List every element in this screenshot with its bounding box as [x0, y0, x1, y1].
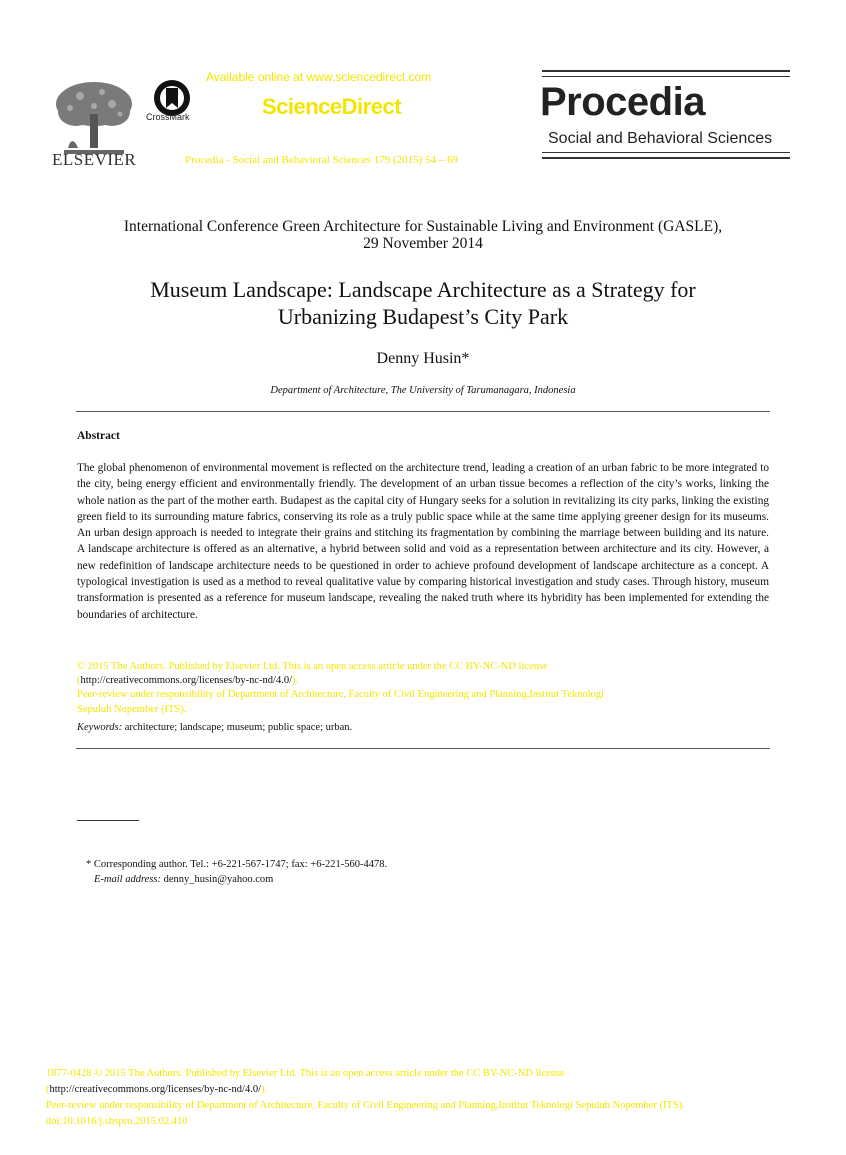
abstract-body: The global phenomenon of environmental movement is reflected on the architecture trend, leading a creation of an urban fabric to be more integrated to the city, being energy efficient and environmentally friendly. The development of an urban tissue becomes a reflection of the city’s works, linking the whole nation as the part of the mother earth. Budapest as the capital city of Hungary seeks for a solution in revitalizing its city parks, linking the existing green field to its surrounding mature fabrics, conserving its role as a truly public space while at the same time applying greener design for its museums. An urban design approach is needed to integrate their grains and stitching its fragmentation by combining the marriage between building and its nature. A landscape architecture is offered as an alternative, a hybrid between solid and void as a representation between architecture and its city. However, a new redefinition of landscape architecture needs to be questioned in order to achieve profound development of landscape architecture as a concept. A typological investigation is used as a method to reveal qualitative value by comparing historical investigation and study cases. Through history, museum transformation is presented as a reference for museum landscape, revealing the naked truth where its hybridity has been implemented for extending the boundaries of architecture. [77, 462, 769, 621]
paper-title [60, 276, 786, 330]
journal-citation: Procedia - Social and Behavioral Sciences 179 (2015) 54 – 69 [185, 154, 459, 166]
bottom-open-paren: ( [46, 1084, 50, 1095]
license-line: © 2015 The Authors. Published by Elsevier Ltd. This is an open access article under the CC BY-NC-ND license [77, 661, 548, 672]
corresponding-author-note: * Corresponding author. Tel.: +6-221-567-1747; fax: +6-221-560-4478. [86, 859, 388, 870]
license-open-paren: ( [77, 675, 81, 687]
conference-line-1: International Conference Green Architecture for Sustainable Living and Environment (GASLE), [123, 218, 723, 235]
abstract-bottom-rule [76, 748, 770, 749]
bottom-url-line [46, 1082, 806, 1098]
bottom-license-url-link[interactable]: http://creativecommons.org/licenses/by-nc-nd/4.0/ [49, 1084, 262, 1095]
bottom-close-paren: ). [261, 1084, 268, 1095]
keywords-line [77, 722, 352, 733]
bottom-peer-review-line: Peer-review under responsibility of Department of Architecture, Faculty of Civil Engineering and Planning,Institut Teknologi Sepuluh Nopember (ITS). [46, 1100, 685, 1111]
license-url-link[interactable]: http://creativecommons.org/licenses/by-nc-nd/4.0/ [80, 675, 293, 687]
issn-license-line: 1877-0428 © 2015 The Authors. Published by Elsevier Ltd. This is an open access article under the CC BY-NC-ND license [46, 1068, 565, 1079]
email-address[interactable]: denny_husin@yahoo.com [160, 874, 274, 885]
peer-review-line-2: Sepuluh Nopember (ITS). [77, 703, 187, 715]
bottom-license-block [46, 1066, 806, 1130]
conference-info [60, 218, 786, 252]
abstract-top-rule [76, 411, 770, 412]
email-note [94, 874, 273, 885]
available-online-link[interactable]: Available online at www.sciencedirect.com [206, 70, 432, 84]
paper-affiliation: Department of Architecture, The University of Tarumanagara, Indonesia [270, 385, 576, 396]
license-url-line [77, 674, 604, 688]
publisher-name: ELSEVIER [52, 150, 137, 169]
peer-review-line-1: Peer-review under responsibility of Department of Architecture, Faculty of Civil Engineering and Planning,Institut Teknologi [77, 689, 604, 701]
license-block [77, 660, 604, 717]
journal-logo-title: Procedia [540, 80, 705, 124]
paper-author: Denny Husin* [376, 350, 470, 367]
keywords-list: architecture; landscape; museum; public space; urban. [122, 722, 353, 733]
procedia-rule-bottom [542, 157, 790, 159]
license-close-paren: ). [292, 675, 299, 687]
conference-line-2: 29 November 2014 [363, 235, 483, 252]
procedia-rule-bottom-thin [542, 152, 790, 153]
sciencedirect-logo: ScienceDirect [262, 94, 402, 119]
email-label: E-mail address: [94, 874, 161, 885]
keywords-label: Keywords: [77, 722, 123, 733]
paper-title-line-2: Urbanizing Budapest’s City Park [277, 304, 569, 329]
footnote-rule [77, 820, 139, 821]
crossmark-label: CrossMark [146, 112, 190, 122]
procedia-rule-top [542, 70, 790, 72]
paper-title-line-1: Museum Landscape: Landscape Architecture as a Strategy for [150, 277, 696, 302]
doi-line: doi:10.1016/j.sbspro.2015.02.410 [46, 1116, 188, 1127]
procedia-rule-top-thin [542, 76, 790, 77]
abstract-heading: Abstract [77, 430, 120, 442]
journal-logo-subtitle: Social and Behavioral Sciences [548, 130, 773, 147]
